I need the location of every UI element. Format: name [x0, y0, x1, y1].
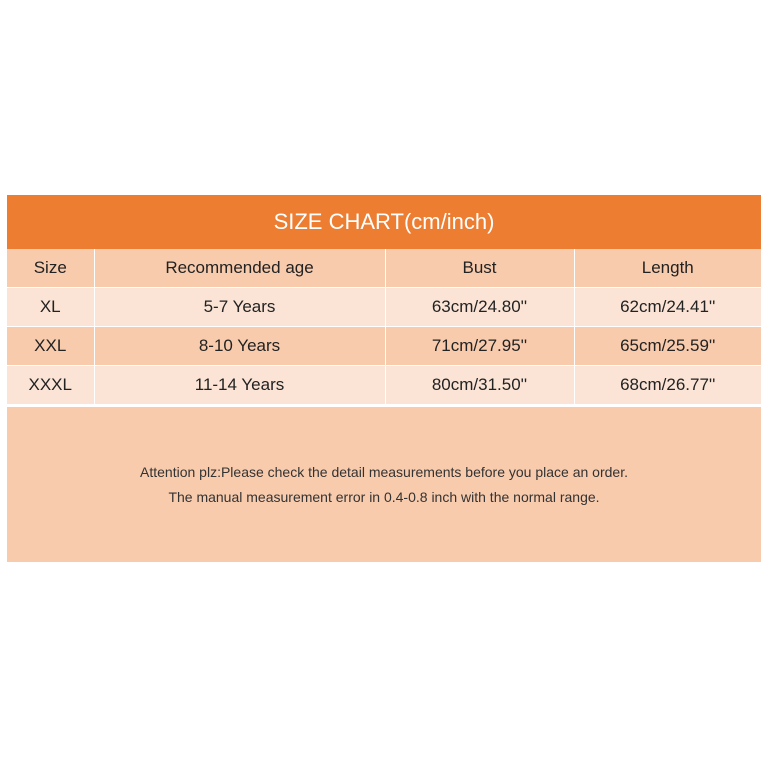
- age-cell: 11-14 Years: [94, 366, 385, 405]
- size-cell: XL: [7, 288, 94, 327]
- chart-title: [7, 195, 761, 249]
- bust-cell: 71cm/27.95'': [385, 327, 574, 366]
- table-header-row: [7, 249, 761, 288]
- size-chart: [7, 195, 761, 562]
- table-row: [7, 366, 761, 405]
- age-cell: 5-7 Years: [94, 288, 385, 327]
- size-table: [7, 249, 761, 405]
- attention-note-line: The manual measurement error in 0.4-0.8 inch with the normal range.: [168, 488, 600, 505]
- age-cell: 8-10 Years: [94, 327, 385, 366]
- attention-note-line: Attention plz:Please check the detail measurements before you place an order.: [140, 463, 628, 480]
- bust-cell: 80cm/31.50'': [385, 366, 574, 405]
- length-cell: 62cm/24.41'': [574, 288, 761, 327]
- attention-notes: [7, 407, 761, 562]
- table-row: [7, 327, 761, 366]
- table-row: [7, 288, 761, 327]
- length-cell: 68cm/26.77'': [574, 366, 761, 405]
- column-header-size: Size: [7, 249, 94, 288]
- size-cell: XXL: [7, 327, 94, 366]
- bust-cell: 63cm/24.80'': [385, 288, 574, 327]
- length-cell: 65cm/25.59'': [574, 327, 761, 366]
- column-header-length: Length: [574, 249, 761, 288]
- size-cell: XXXL: [7, 366, 94, 405]
- chart-title-text: SIZE CHART(cm/inch): [273, 209, 495, 234]
- column-header-recommended-age: Recommended age: [94, 249, 385, 288]
- column-header-bust: Bust: [385, 249, 574, 288]
